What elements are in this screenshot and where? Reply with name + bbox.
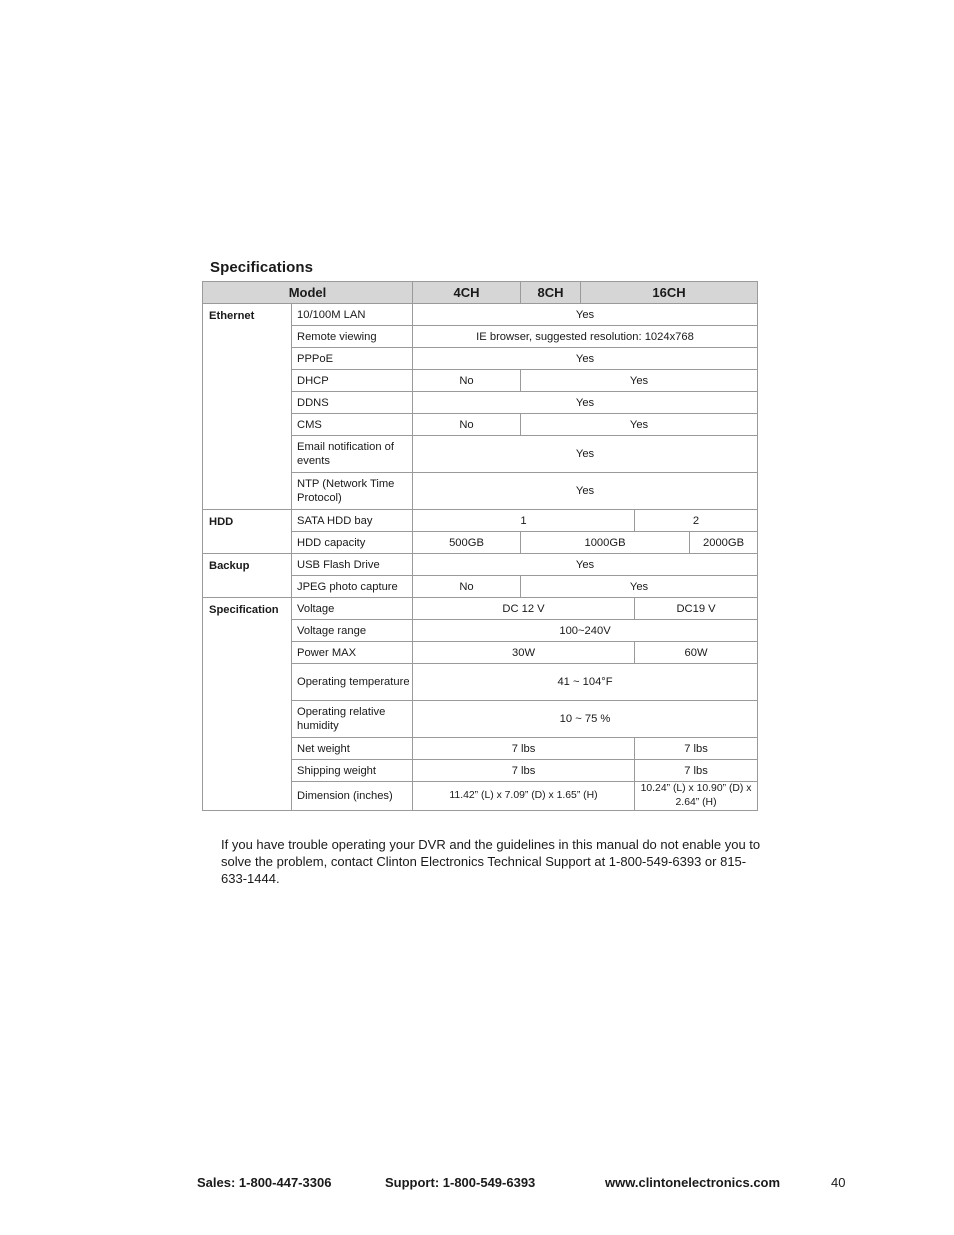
- feature-label: SATA HDD bay: [292, 510, 413, 532]
- value-cell: 1: [413, 510, 635, 532]
- value-cell: 2: [635, 510, 758, 532]
- table-row: [203, 554, 758, 576]
- value-cell: 100~240V: [413, 620, 758, 642]
- value-cell: 7 lbs: [413, 738, 635, 760]
- value-cell: Yes: [413, 554, 758, 576]
- value-cell: 7 lbs: [413, 760, 635, 782]
- value-cell: 10.24” (L) x 10.90” (D) x 2.64” (H): [635, 782, 758, 811]
- value-cell: 60W: [635, 642, 758, 664]
- feature-label: Voltage: [292, 598, 413, 620]
- header-model: Model: [203, 282, 413, 304]
- value-cell: 30W: [413, 642, 635, 664]
- value-cell: DC 12 V: [413, 598, 635, 620]
- feature-label: JPEG photo capture: [292, 576, 413, 598]
- feature-label: Voltage range: [292, 620, 413, 642]
- feature-label: PPPoE: [292, 348, 413, 370]
- feature-label: USB Flash Drive: [292, 554, 413, 576]
- feature-label: Operating relative humidity: [292, 701, 413, 738]
- value-cell: 10 ~ 75 %: [413, 701, 758, 738]
- value-cell: No: [413, 370, 521, 392]
- value-cell: 500GB: [413, 532, 521, 554]
- footer-website: www.clintonelectronics.com: [605, 1175, 781, 1190]
- value-cell: 7 lbs: [635, 738, 758, 760]
- header-16ch: 16CH: [581, 282, 758, 304]
- value-cell: 7 lbs: [635, 760, 758, 782]
- page-number: 40: [831, 1175, 846, 1190]
- value-cell: Yes: [413, 304, 758, 326]
- group-hdd: HDD: [203, 510, 292, 554]
- group-specification: Specification: [203, 598, 292, 811]
- table-header-row: [203, 282, 758, 304]
- specifications-table: [202, 281, 758, 811]
- group-backup: Backup: [203, 554, 292, 598]
- feature-label: Shipping weight: [292, 760, 413, 782]
- feature-label: Operating temperature: [292, 664, 413, 701]
- value-cell: 1000GB: [521, 532, 690, 554]
- section-heading: Specifications: [210, 259, 314, 276]
- value-cell: IE browser, suggested resolution: 1024x768: [413, 326, 758, 348]
- feature-label: CMS: [292, 414, 413, 436]
- feature-label: DHCP: [292, 370, 413, 392]
- feature-label: 10/100M LAN: [292, 304, 413, 326]
- feature-label: Power MAX: [292, 642, 413, 664]
- value-cell: Yes: [413, 436, 758, 473]
- value-cell: Yes: [521, 370, 758, 392]
- header-4ch: 4CH: [413, 282, 521, 304]
- value-cell: Yes: [521, 414, 758, 436]
- feature-label: Dimension (inches): [292, 782, 413, 811]
- footer-sales: Sales: 1-800-447-3306: [197, 1175, 332, 1190]
- header-8ch: 8CH: [521, 282, 581, 304]
- value-cell: DC19 V: [635, 598, 758, 620]
- value-cell: 41 ~ 104°F: [413, 664, 758, 701]
- value-cell: Yes: [413, 392, 758, 414]
- value-cell: Yes: [521, 576, 758, 598]
- feature-label: HDD capacity: [292, 532, 413, 554]
- value-cell: No: [413, 576, 521, 598]
- value-cell: 11.42” (L) x 7.09” (D) x 1.65” (H): [413, 782, 635, 811]
- feature-label: Remote viewing: [292, 326, 413, 348]
- value-cell: Yes: [413, 473, 758, 510]
- value-cell: Yes: [413, 348, 758, 370]
- feature-label: Email notification of events: [292, 436, 413, 473]
- value-cell: No: [413, 414, 521, 436]
- group-ethernet: Ethernet: [203, 304, 292, 510]
- value-cell: 2000GB: [690, 532, 758, 554]
- table-row: [203, 598, 758, 620]
- feature-label: DDNS: [292, 392, 413, 414]
- footer-support: Support: 1-800-549-6393: [385, 1175, 536, 1190]
- table-row: [203, 510, 758, 532]
- feature-label: NTP (Network Time Protocol): [292, 473, 413, 510]
- feature-label: Net weight: [292, 738, 413, 760]
- table-row: [203, 304, 758, 326]
- support-paragraph: If you have trouble operating your DVR and the guidelines in this manual do not enable you to solve the problem, contact Clinton Electronics Technical Support at 1-800-549-6393 or 815-633-1444.: [221, 837, 761, 886]
